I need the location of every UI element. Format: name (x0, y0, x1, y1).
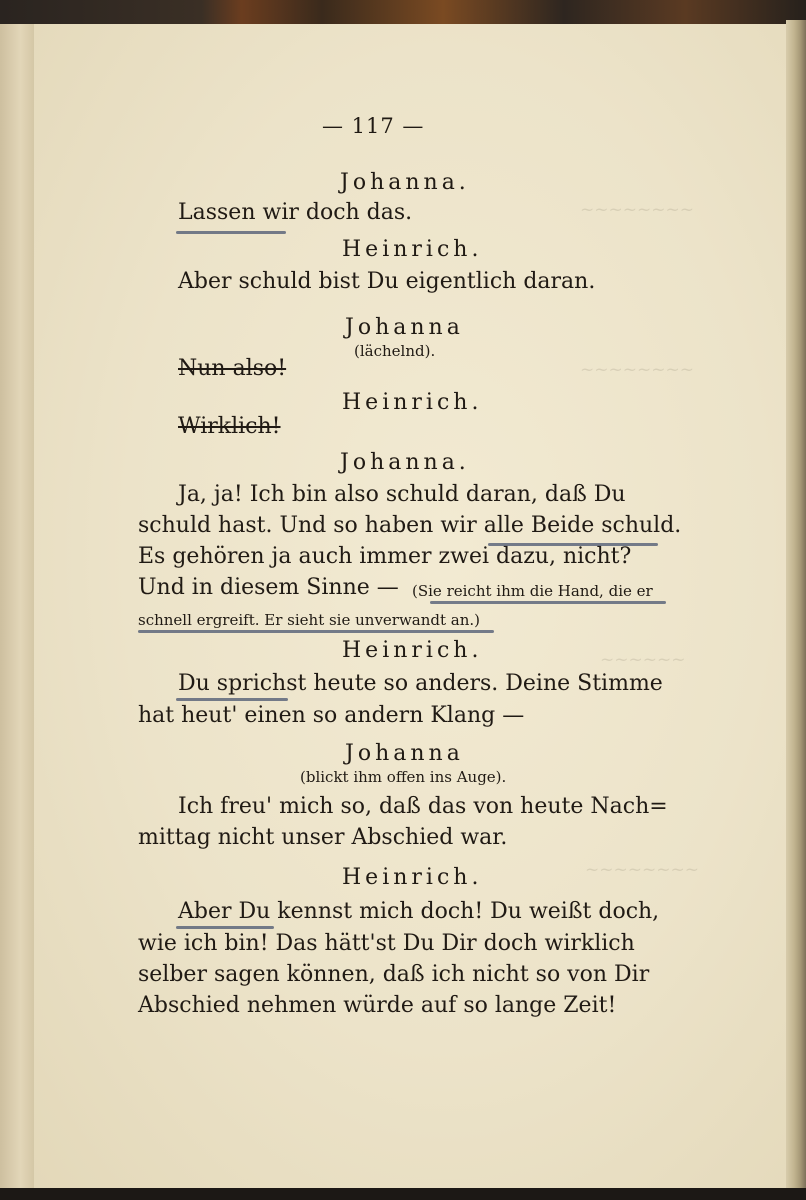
dialogue-line: Ja, ja! Ich bin also schuld daran, daß Du (178, 482, 626, 507)
show-through-mark: ~~~~~~ (600, 650, 686, 670)
pencil-underline (138, 630, 494, 633)
dialogue-line: Aber schuld bist Du eigentlich daran. (178, 269, 596, 294)
show-through-mark: ~~~~~~~~ (580, 200, 694, 220)
dialogue-line: Abschied nehmen würde auf so lange Zeit! (138, 993, 617, 1018)
show-through-mark: ~~~~~~~~ (585, 860, 699, 880)
stage-direction: (Sie reicht ihm die Hand, die er (412, 582, 653, 600)
dialogue-line: hat heut' einen so andern Klang — (138, 703, 525, 728)
speaker-name: Heinrich. (342, 865, 483, 890)
speaker-name: Johanna (345, 741, 464, 766)
dialogue-line: Du sprichst heute so anders. Deine Stimme (178, 671, 663, 696)
stage-direction: schnell ergreift. Er sieht sie unverwandt an.) (138, 611, 481, 629)
dialogue-line: Ich freu' mich so, daß das von heute Nach= (178, 794, 668, 819)
speaker-name: Heinrich. (342, 638, 483, 663)
pencil-underline (176, 698, 288, 701)
dialogue-line: Lassen wir doch das. (178, 200, 413, 225)
struck-dialogue-line: Nun also! (178, 356, 287, 381)
dialogue-line: mittag nicht unser Abschied war. (138, 825, 508, 850)
pencil-underline (176, 231, 286, 234)
dialogue-line: Und in diesem Sinne — (138, 575, 399, 600)
right-page-edge (786, 20, 806, 1192)
speaker-name: Johanna. (340, 450, 470, 475)
speaker-name: Heinrich. (342, 390, 483, 415)
dialogue-line: schuld hast. Und so haben wir alle Beide schuld. (138, 513, 682, 538)
left-page-edge (0, 24, 35, 1190)
dialogue-line: wie ich bin! Das hätt'st Du Dir doch wirklich (138, 931, 635, 956)
stage-direction: (lächelnd). (354, 342, 436, 360)
show-through-mark: ~~~~~~~~ (580, 360, 694, 380)
dialogue-line: selber sagen können, daß ich nicht so von Dir (138, 962, 650, 987)
book-bottom-edge (0, 1188, 806, 1200)
speaker-name: Johanna (345, 315, 464, 340)
pencil-underline (176, 926, 274, 929)
dialogue-line: Es gehören ja auch immer zwei dazu, nicht? (138, 544, 632, 569)
struck-dialogue-line: Wirklich! (178, 414, 281, 439)
speaker-name: Heinrich. (342, 237, 483, 262)
stage-direction: (blickt ihm offen ins Auge). (300, 768, 507, 786)
speaker-name: Johanna. (340, 170, 470, 195)
dialogue-line: Aber Du kennst mich doch! Du weißt doch, (178, 899, 660, 924)
pencil-underline (430, 601, 666, 604)
page-number: — 117 — (322, 114, 425, 138)
